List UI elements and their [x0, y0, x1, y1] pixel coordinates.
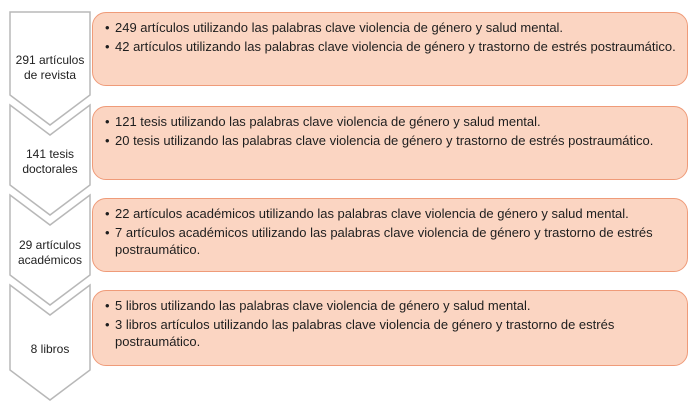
row-4-item-2: • 3 libros artículos utilizando las palabras clave violencia de género y trastorno de estrés postraumático. [105, 316, 677, 350]
row-1-label: 291 artículos de revista [15, 53, 85, 82]
row-4-label: 8 libros [30, 342, 70, 356]
row-2-item-1: • 121 tesis utilizando las palabras clave violencia de género y salud mental. [105, 113, 677, 130]
row-2-list [105, 113, 677, 149]
row-1-list [105, 19, 677, 55]
row-4-box [92, 290, 688, 366]
row-1-item-1: • 249 artículos utilizando las palabras clave violencia de género y salud mental. [105, 19, 677, 36]
row-1-box [92, 12, 688, 86]
row-3-list [105, 205, 677, 258]
row-3-box [92, 198, 688, 272]
row-2-box [92, 106, 688, 180]
row-1-item-2: • 42 artículos utilizando las palabras clave violencia de género y trastorno de estrés postraumático. [105, 38, 677, 55]
row-2-item-2: • 20 tesis utilizando las palabras clave violencia de género y trastorno de estrés postraumático. [105, 132, 677, 149]
row-3-label: 29 artículos académicos [17, 238, 83, 267]
row-2-label: 141 tesis doctorales [22, 147, 78, 176]
row-4-item-1: • 5 libros utilizando las palabras clave violencia de género y salud mental. [105, 297, 677, 314]
row-3-item-2: • 7 artículos académicos utilizando las palabras clave violencia de género y trastorno de estrés postraumático. [105, 224, 677, 258]
row-4-list [105, 297, 677, 350]
row-3-item-1: • 22 artículos académicos utilizando las palabras clave violencia de género y salud mental. [105, 205, 677, 222]
